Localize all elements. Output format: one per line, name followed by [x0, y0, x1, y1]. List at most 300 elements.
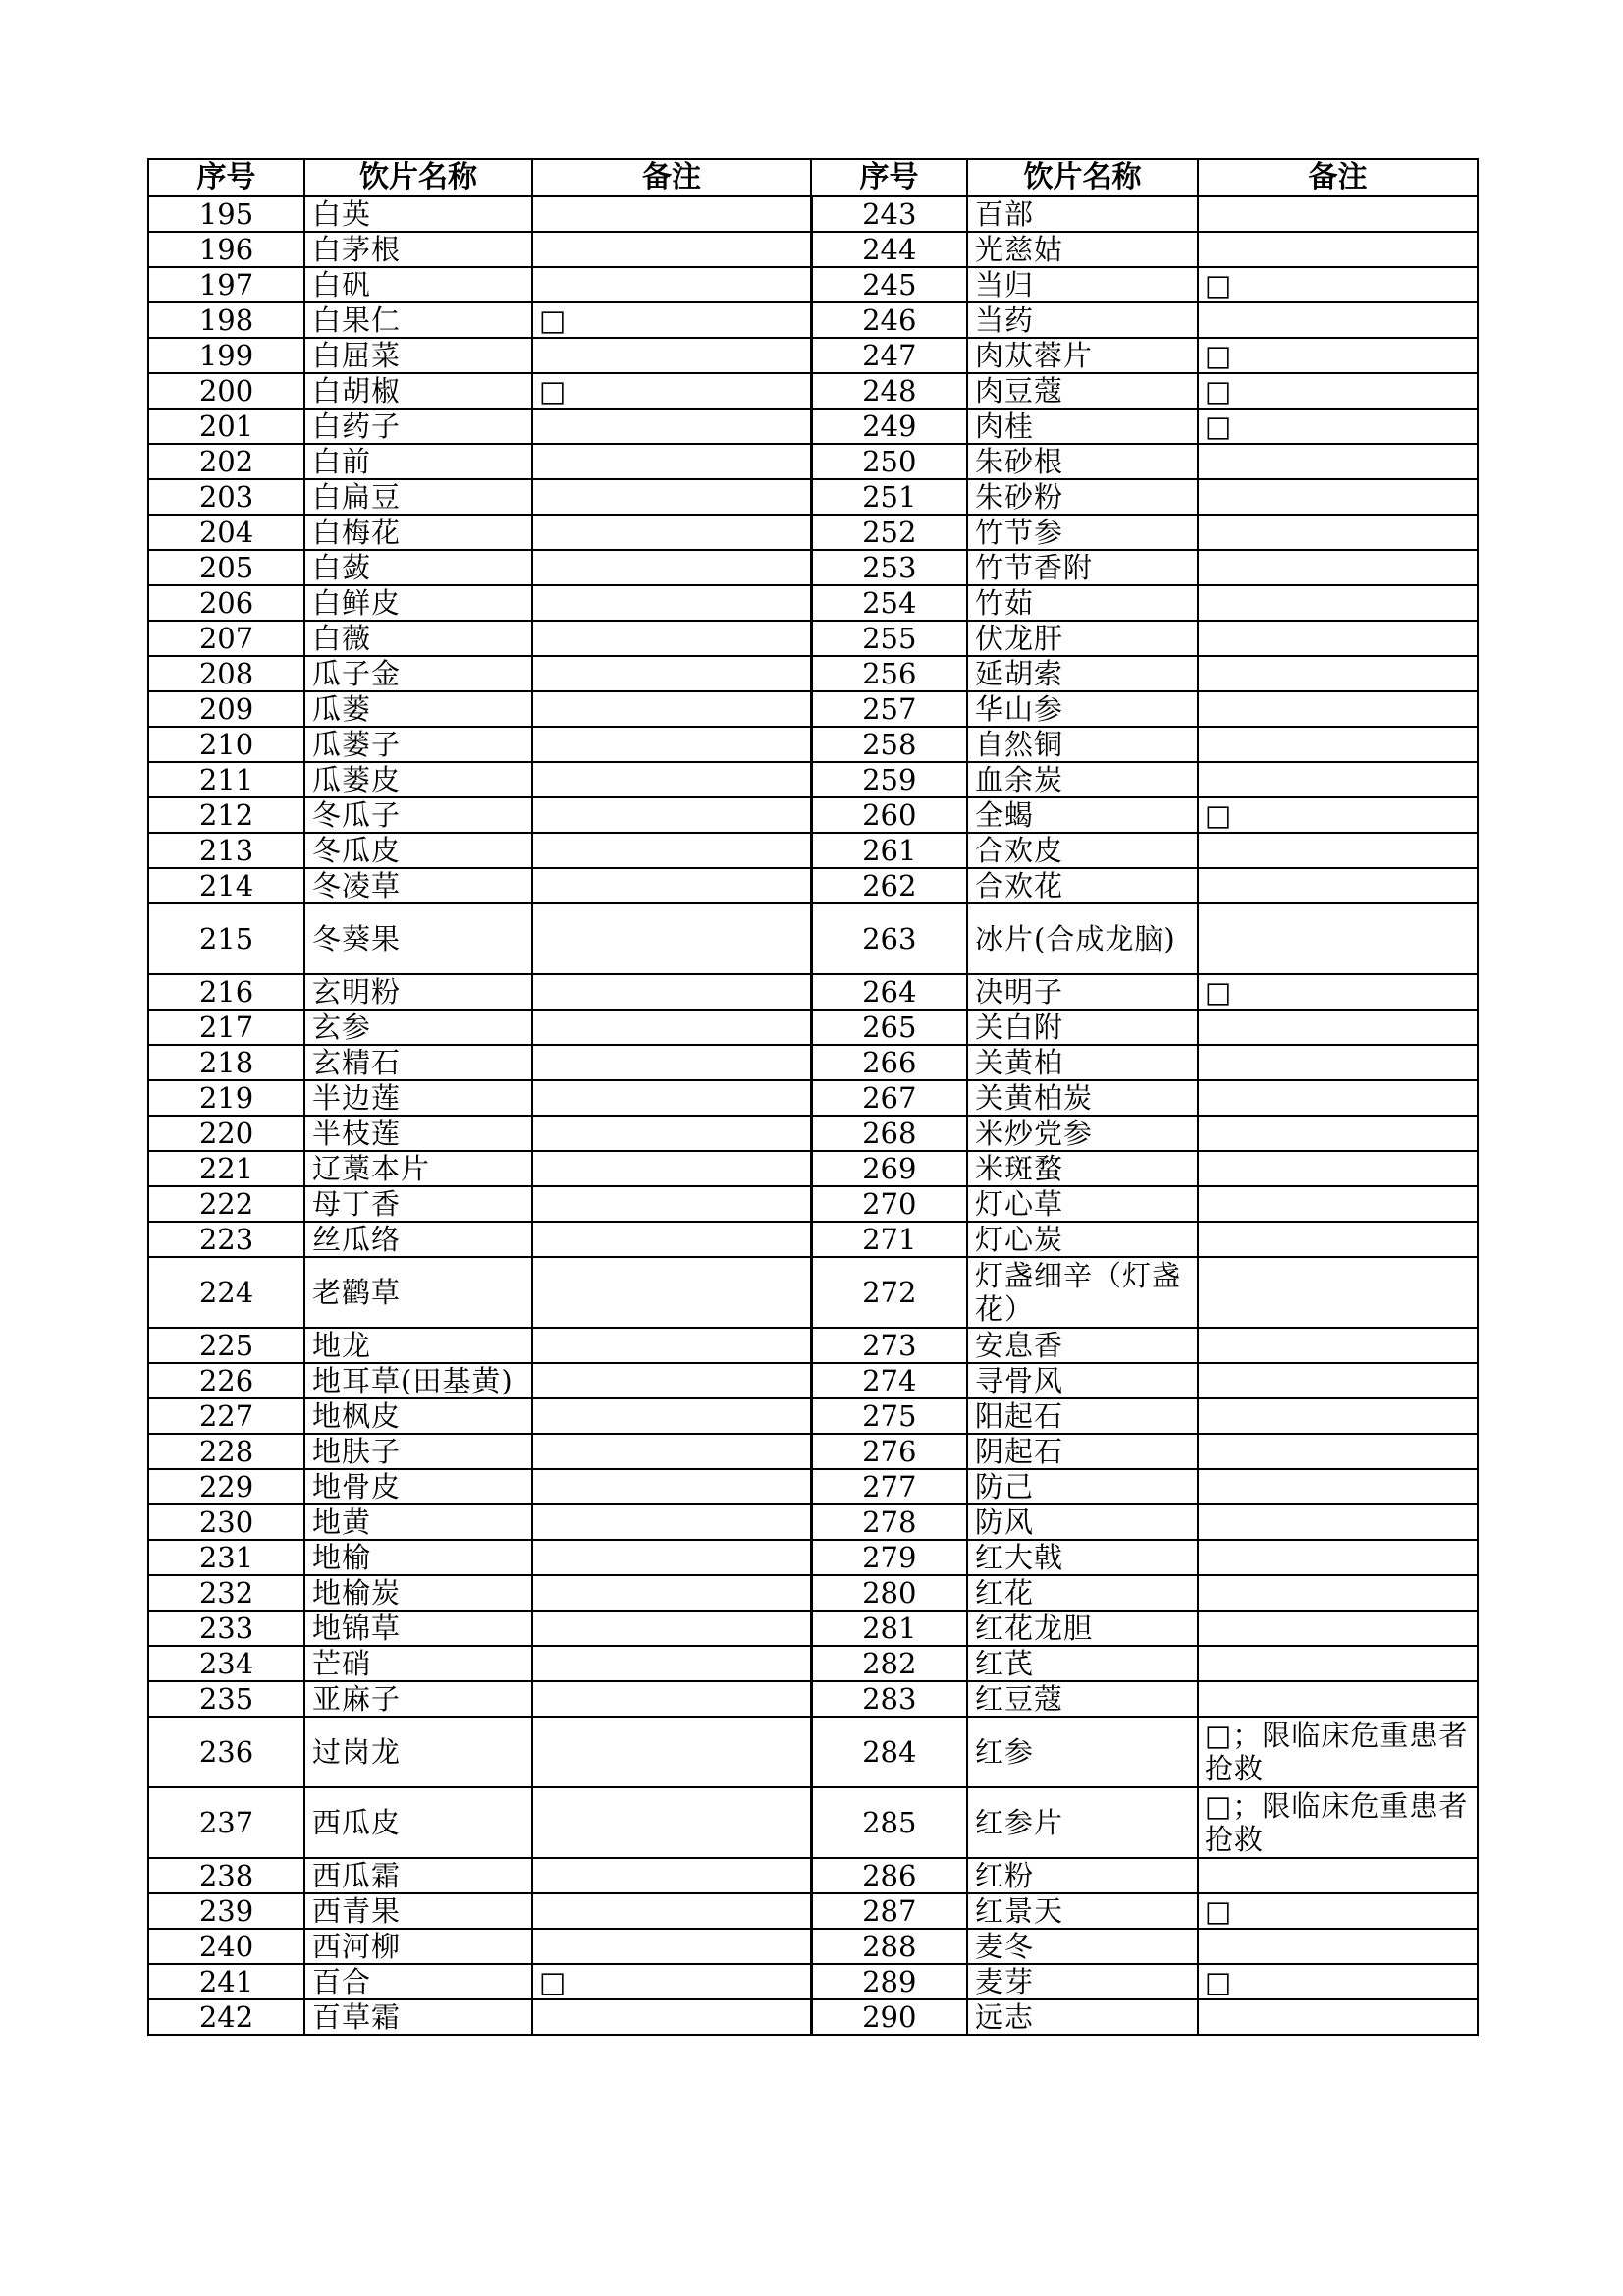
cell-name-left: 地耳草(田基黄) — [304, 1363, 532, 1398]
cell-note-right — [1198, 868, 1478, 903]
cell-seq-right: 260 — [811, 797, 967, 833]
cell-name-right: 红参 — [967, 1717, 1198, 1787]
cell-note-right — [1198, 550, 1478, 585]
table-header-row — [148, 159, 1478, 196]
cell-note-left — [532, 1045, 811, 1080]
cell-seq-right: 245 — [811, 267, 967, 302]
header-name-left: 饮片名称 — [304, 159, 532, 196]
cell-note-left — [532, 267, 811, 302]
cell-seq-left: 197 — [148, 267, 304, 302]
cell-note-right — [1198, 1116, 1478, 1151]
cell-note-right: □ — [1198, 409, 1478, 444]
cell-note-left: □ — [532, 373, 811, 409]
cell-note-right — [1198, 1469, 1478, 1504]
cell-seq-left: 217 — [148, 1010, 304, 1045]
cell-seq-left: 212 — [148, 797, 304, 833]
cell-seq-right: 265 — [811, 1010, 967, 1045]
cell-name-right: 红花龙胆 — [967, 1611, 1198, 1646]
cell-name-left: 玄明粉 — [304, 974, 532, 1010]
table-row — [148, 1398, 1478, 1434]
cell-name-right: 远志 — [967, 1999, 1198, 2035]
table-row — [148, 1151, 1478, 1186]
cell-seq-right: 246 — [811, 302, 967, 338]
cell-name-left: 地榆炭 — [304, 1575, 532, 1611]
cell-name-left: 地龙 — [304, 1328, 532, 1363]
cell-name-left: 冬凌草 — [304, 868, 532, 903]
cell-name-right: 红豆蔻 — [967, 1681, 1198, 1717]
cell-seq-left: 196 — [148, 232, 304, 267]
cell-seq-right: 250 — [811, 444, 967, 479]
cell-seq-right: 256 — [811, 656, 967, 691]
cell-note-right — [1198, 1575, 1478, 1611]
cell-seq-right: 276 — [811, 1434, 967, 1469]
table-row — [148, 1257, 1478, 1328]
table-row — [148, 1681, 1478, 1717]
cell-name-left: 冬瓜子 — [304, 797, 532, 833]
cell-note-left — [532, 444, 811, 479]
cell-seq-left: 238 — [148, 1858, 304, 1893]
cell-note-right — [1198, 1646, 1478, 1681]
cell-name-left: 冬瓜皮 — [304, 833, 532, 868]
cell-name-right: 肉苁蓉片 — [967, 338, 1198, 373]
cell-name-left: 瓜子金 — [304, 656, 532, 691]
cell-note-left — [532, 1575, 811, 1611]
cell-note-left — [532, 868, 811, 903]
table-body — [148, 196, 1478, 2035]
header-name-right: 饮片名称 — [967, 159, 1198, 196]
cell-name-right: 竹茹 — [967, 585, 1198, 621]
cell-name-left: 白矾 — [304, 267, 532, 302]
herbal-pieces-table — [147, 158, 1479, 2036]
cell-name-right: 红参片 — [967, 1787, 1198, 1858]
cell-name-left: 西瓜霜 — [304, 1858, 532, 1893]
table-row — [148, 1328, 1478, 1363]
cell-note-left — [532, 1787, 811, 1858]
cell-seq-left: 236 — [148, 1717, 304, 1787]
cell-seq-left: 228 — [148, 1434, 304, 1469]
cell-note-right — [1198, 1151, 1478, 1186]
cell-name-right: 冰片(合成龙脑) — [967, 903, 1198, 974]
table-row — [148, 302, 1478, 338]
cell-note-left — [532, 1222, 811, 1257]
cell-note-right — [1198, 196, 1478, 232]
cell-note-right — [1198, 1999, 1478, 2035]
table-row — [148, 797, 1478, 833]
table-row — [148, 1858, 1478, 1893]
cell-note-right: □ — [1198, 1893, 1478, 1929]
cell-name-left: 西河柳 — [304, 1929, 532, 1964]
cell-note-left — [532, 1929, 811, 1964]
cell-name-right: 红景天 — [967, 1893, 1198, 1929]
cell-seq-left: 213 — [148, 833, 304, 868]
cell-seq-left: 235 — [148, 1681, 304, 1717]
cell-name-right: 光慈姑 — [967, 232, 1198, 267]
cell-seq-right: 243 — [811, 196, 967, 232]
cell-name-left: 百草霜 — [304, 1999, 532, 2035]
cell-note-right — [1198, 833, 1478, 868]
cell-name-left: 白英 — [304, 196, 532, 232]
cell-name-left: 地骨皮 — [304, 1469, 532, 1504]
cell-note-left — [532, 1434, 811, 1469]
cell-name-right: 伏龙肝 — [967, 621, 1198, 656]
cell-seq-left: 216 — [148, 974, 304, 1010]
cell-note-right — [1198, 762, 1478, 797]
table-row — [148, 1787, 1478, 1858]
cell-name-right: 血余炭 — [967, 762, 1198, 797]
cell-note-left — [532, 1469, 811, 1504]
cell-name-right: 竹节参 — [967, 515, 1198, 550]
table-row — [148, 656, 1478, 691]
cell-note-right: □ — [1198, 338, 1478, 373]
cell-name-left: 白茅根 — [304, 232, 532, 267]
cell-name-left: 瓜蒌皮 — [304, 762, 532, 797]
cell-note-right — [1198, 1434, 1478, 1469]
cell-seq-right: 244 — [811, 232, 967, 267]
cell-note-left — [532, 797, 811, 833]
cell-name-left: 半枝莲 — [304, 1116, 532, 1151]
cell-seq-left: 208 — [148, 656, 304, 691]
cell-seq-right: 278 — [811, 1504, 967, 1540]
cell-seq-left: 234 — [148, 1646, 304, 1681]
cell-name-left: 西青果 — [304, 1893, 532, 1929]
cell-seq-right: 264 — [811, 974, 967, 1010]
cell-name-left: 白蔹 — [304, 550, 532, 585]
cell-name-right: 关黄柏 — [967, 1045, 1198, 1080]
cell-seq-right: 280 — [811, 1575, 967, 1611]
cell-seq-left: 220 — [148, 1116, 304, 1151]
cell-note-left — [532, 1681, 811, 1717]
cell-seq-right: 262 — [811, 868, 967, 903]
table-row — [148, 1893, 1478, 1929]
cell-note-left — [532, 656, 811, 691]
cell-note-right — [1198, 1363, 1478, 1398]
cell-name-right: 当药 — [967, 302, 1198, 338]
cell-note-left — [532, 621, 811, 656]
cell-seq-right: 258 — [811, 727, 967, 762]
cell-name-left: 瓜蒌 — [304, 691, 532, 727]
cell-seq-left: 215 — [148, 903, 304, 974]
table-row — [148, 1469, 1478, 1504]
cell-note-right — [1198, 479, 1478, 515]
cell-seq-left: 230 — [148, 1504, 304, 1540]
cell-note-left — [532, 515, 811, 550]
cell-seq-right: 285 — [811, 1787, 967, 1858]
cell-seq-right: 286 — [811, 1858, 967, 1893]
table-row — [148, 1186, 1478, 1222]
cell-name-left: 冬葵果 — [304, 903, 532, 974]
table-row — [148, 373, 1478, 409]
cell-seq-left: 239 — [148, 1893, 304, 1929]
cell-seq-left: 229 — [148, 1469, 304, 1504]
cell-note-right: □ — [1198, 373, 1478, 409]
cell-note-right — [1198, 1045, 1478, 1080]
table-row — [148, 691, 1478, 727]
table-row — [148, 1540, 1478, 1575]
cell-seq-left: 207 — [148, 621, 304, 656]
cell-seq-right: 284 — [811, 1717, 967, 1787]
cell-seq-right: 273 — [811, 1328, 967, 1363]
cell-seq-left: 219 — [148, 1080, 304, 1116]
cell-seq-left: 214 — [148, 868, 304, 903]
table-row — [148, 903, 1478, 974]
cell-name-left: 白鲜皮 — [304, 585, 532, 621]
cell-name-right: 合欢皮 — [967, 833, 1198, 868]
cell-seq-right: 267 — [811, 1080, 967, 1116]
cell-note-right — [1198, 1681, 1478, 1717]
table-row — [148, 338, 1478, 373]
cell-name-left: 白屈菜 — [304, 338, 532, 373]
cell-seq-right: 289 — [811, 1964, 967, 1999]
cell-seq-right: 251 — [811, 479, 967, 515]
table-row — [148, 868, 1478, 903]
table-row — [148, 1717, 1478, 1787]
cell-seq-left: 199 — [148, 338, 304, 373]
cell-name-right: 寻骨风 — [967, 1363, 1198, 1398]
cell-note-left — [532, 409, 811, 444]
cell-note-right — [1198, 1328, 1478, 1363]
header-seq-left: 序号 — [148, 159, 304, 196]
cell-name-left: 白果仁 — [304, 302, 532, 338]
cell-note-right — [1198, 727, 1478, 762]
cell-seq-left: 232 — [148, 1575, 304, 1611]
cell-seq-left: 204 — [148, 515, 304, 550]
table-row — [148, 585, 1478, 621]
cell-name-right: 肉豆蔻 — [967, 373, 1198, 409]
cell-name-left: 白扁豆 — [304, 479, 532, 515]
cell-name-left: 亚麻子 — [304, 1681, 532, 1717]
table-row — [148, 1116, 1478, 1151]
table-row — [148, 762, 1478, 797]
cell-note-left — [532, 1151, 811, 1186]
table-row — [148, 515, 1478, 550]
cell-seq-left: 227 — [148, 1398, 304, 1434]
cell-name-left: 西瓜皮 — [304, 1787, 532, 1858]
cell-note-left — [532, 1540, 811, 1575]
cell-seq-left: 203 — [148, 479, 304, 515]
cell-seq-left: 231 — [148, 1540, 304, 1575]
cell-note-left — [532, 1858, 811, 1893]
cell-seq-right: 259 — [811, 762, 967, 797]
cell-note-left — [532, 1186, 811, 1222]
cell-name-right: 关黄柏炭 — [967, 1080, 1198, 1116]
cell-seq-right: 283 — [811, 1681, 967, 1717]
cell-name-left: 玄参 — [304, 1010, 532, 1045]
table-row — [148, 1646, 1478, 1681]
cell-note-right: □ — [1198, 974, 1478, 1010]
cell-seq-right: 287 — [811, 1893, 967, 1929]
cell-name-right: 当归 — [967, 267, 1198, 302]
cell-seq-left: 201 — [148, 409, 304, 444]
cell-seq-right: 252 — [811, 515, 967, 550]
cell-note-left — [532, 1116, 811, 1151]
cell-seq-right: 255 — [811, 621, 967, 656]
cell-name-right: 百部 — [967, 196, 1198, 232]
cell-note-left — [532, 196, 811, 232]
cell-note-right — [1198, 1080, 1478, 1116]
cell-seq-right: 268 — [811, 1116, 967, 1151]
cell-note-left — [532, 1363, 811, 1398]
cell-note-right — [1198, 1929, 1478, 1964]
cell-name-right: 红花 — [967, 1575, 1198, 1611]
cell-name-right: 米炒党参 — [967, 1116, 1198, 1151]
table-row — [148, 1222, 1478, 1257]
table-row — [148, 444, 1478, 479]
cell-seq-left: 242 — [148, 1999, 304, 2035]
cell-seq-left: 225 — [148, 1328, 304, 1363]
cell-seq-left: 206 — [148, 585, 304, 621]
cell-seq-right: 269 — [811, 1151, 967, 1186]
cell-seq-left: 223 — [148, 1222, 304, 1257]
cell-seq-right: 288 — [811, 1929, 967, 1964]
table-row — [148, 267, 1478, 302]
cell-name-left: 瓜蒌子 — [304, 727, 532, 762]
cell-note-left — [532, 1717, 811, 1787]
cell-note-left — [532, 691, 811, 727]
cell-name-left: 过岗龙 — [304, 1717, 532, 1787]
cell-name-right: 防风 — [967, 1504, 1198, 1540]
cell-note-left — [532, 903, 811, 974]
cell-name-right: 红粉 — [967, 1858, 1198, 1893]
cell-name-left: 地锦草 — [304, 1611, 532, 1646]
cell-note-left — [532, 762, 811, 797]
table-row — [148, 1929, 1478, 1964]
cell-note-left — [532, 1080, 811, 1116]
cell-name-left: 老鹳草 — [304, 1257, 532, 1328]
cell-name-right: 阳起石 — [967, 1398, 1198, 1434]
cell-name-right: 灯心草 — [967, 1186, 1198, 1222]
cell-note-right — [1198, 1398, 1478, 1434]
cell-note-right: □ — [1198, 1964, 1478, 1999]
table-row — [148, 1010, 1478, 1045]
cell-seq-right: 253 — [811, 550, 967, 585]
cell-name-right: 自然铜 — [967, 727, 1198, 762]
table-row — [148, 1434, 1478, 1469]
cell-seq-right: 270 — [811, 1186, 967, 1222]
cell-name-right: 肉桂 — [967, 409, 1198, 444]
cell-seq-left: 221 — [148, 1151, 304, 1186]
cell-name-left: 辽藁本片 — [304, 1151, 532, 1186]
cell-note-right: □；限临床危重患者抢救 — [1198, 1787, 1478, 1858]
cell-name-left: 白胡椒 — [304, 373, 532, 409]
cell-note-left — [532, 550, 811, 585]
cell-name-left: 白药子 — [304, 409, 532, 444]
cell-seq-right: 248 — [811, 373, 967, 409]
cell-seq-left: 226 — [148, 1363, 304, 1398]
cell-note-right — [1198, 302, 1478, 338]
cell-name-right: 红大戟 — [967, 1540, 1198, 1575]
header-note-right: 备注 — [1198, 159, 1478, 196]
cell-name-right: 米斑蝥 — [967, 1151, 1198, 1186]
cell-name-left: 芒硝 — [304, 1646, 532, 1681]
cell-name-right: 合欢花 — [967, 868, 1198, 903]
cell-name-right: 麦芽 — [967, 1964, 1198, 1999]
cell-note-left — [532, 1010, 811, 1045]
cell-seq-right: 277 — [811, 1469, 967, 1504]
cell-name-left: 百合 — [304, 1964, 532, 1999]
table-row — [148, 1080, 1478, 1116]
table-row — [148, 1999, 1478, 2035]
table-row — [148, 727, 1478, 762]
cell-seq-right: 281 — [811, 1611, 967, 1646]
cell-note-left — [532, 1398, 811, 1434]
cell-seq-left: 222 — [148, 1186, 304, 1222]
cell-seq-left: 224 — [148, 1257, 304, 1328]
table-row — [148, 479, 1478, 515]
cell-note-left — [532, 833, 811, 868]
cell-seq-left: 237 — [148, 1787, 304, 1858]
cell-name-right: 朱砂根 — [967, 444, 1198, 479]
cell-name-right: 决明子 — [967, 974, 1198, 1010]
cell-name-right: 延胡索 — [967, 656, 1198, 691]
cell-seq-left: 218 — [148, 1045, 304, 1080]
table-row — [148, 1964, 1478, 1999]
header-seq-right: 序号 — [811, 159, 967, 196]
cell-name-right: 灯盏细辛（灯盏花） — [967, 1257, 1198, 1328]
cell-seq-right: 254 — [811, 585, 967, 621]
cell-name-left: 地黄 — [304, 1504, 532, 1540]
cell-note-right — [1198, 1186, 1478, 1222]
cell-seq-left: 240 — [148, 1929, 304, 1964]
cell-note-right — [1198, 515, 1478, 550]
cell-seq-right: 247 — [811, 338, 967, 373]
cell-seq-left: 233 — [148, 1611, 304, 1646]
cell-note-left — [532, 1646, 811, 1681]
cell-note-right — [1198, 1858, 1478, 1893]
table-row — [148, 1575, 1478, 1611]
cell-seq-right: 263 — [811, 903, 967, 974]
cell-note-left — [532, 1611, 811, 1646]
cell-name-left: 地枫皮 — [304, 1398, 532, 1434]
cell-note-right — [1198, 1222, 1478, 1257]
cell-name-right: 安息香 — [967, 1328, 1198, 1363]
cell-seq-right: 274 — [811, 1363, 967, 1398]
cell-name-left: 白梅花 — [304, 515, 532, 550]
table-row — [148, 1611, 1478, 1646]
cell-note-right — [1198, 691, 1478, 727]
cell-name-left: 白薇 — [304, 621, 532, 656]
cell-seq-left: 205 — [148, 550, 304, 585]
cell-note-left — [532, 727, 811, 762]
table-row — [148, 550, 1478, 585]
cell-note-right — [1198, 232, 1478, 267]
cell-name-right: 防己 — [967, 1469, 1198, 1504]
table-row — [148, 833, 1478, 868]
cell-name-right: 朱砂粉 — [967, 479, 1198, 515]
cell-seq-right: 271 — [811, 1222, 967, 1257]
table-row — [148, 196, 1478, 232]
cell-name-right: 全蝎 — [967, 797, 1198, 833]
cell-note-right — [1198, 656, 1478, 691]
cell-name-left: 地肤子 — [304, 1434, 532, 1469]
cell-seq-left: 241 — [148, 1964, 304, 1999]
cell-seq-right: 257 — [811, 691, 967, 727]
cell-seq-right: 279 — [811, 1540, 967, 1575]
cell-name-left: 玄精石 — [304, 1045, 532, 1080]
cell-seq-left: 200 — [148, 373, 304, 409]
cell-seq-left: 195 — [148, 196, 304, 232]
cell-note-left — [532, 585, 811, 621]
cell-seq-right: 290 — [811, 1999, 967, 2035]
cell-seq-left: 198 — [148, 302, 304, 338]
cell-seq-right: 266 — [811, 1045, 967, 1080]
table-row — [148, 1363, 1478, 1398]
cell-note-right — [1198, 621, 1478, 656]
cell-note-left — [532, 1328, 811, 1363]
cell-seq-right: 249 — [811, 409, 967, 444]
cell-seq-left: 209 — [148, 691, 304, 727]
cell-name-left: 丝瓜络 — [304, 1222, 532, 1257]
cell-note-left — [532, 338, 811, 373]
